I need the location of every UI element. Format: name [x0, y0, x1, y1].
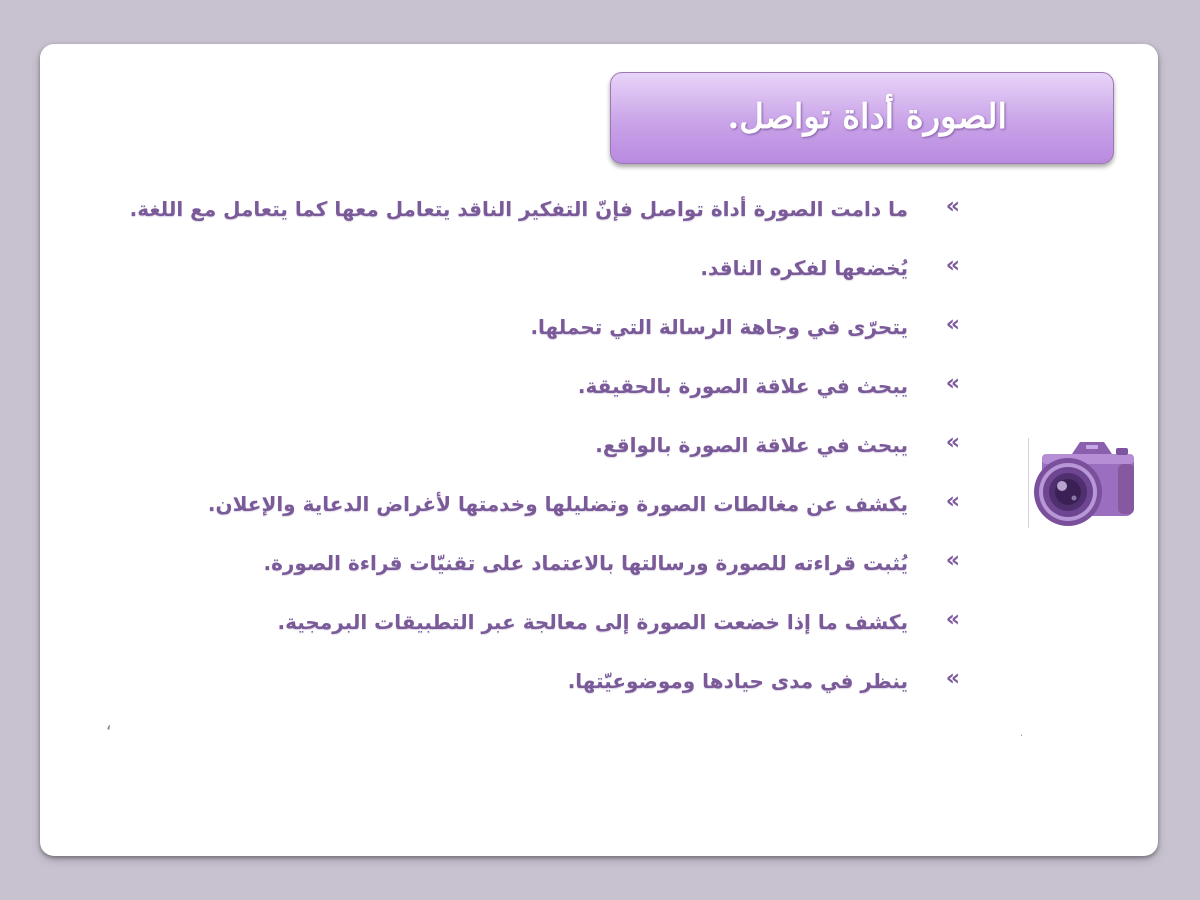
bullet-text: يُخضعها لفكره الناقد. [700, 256, 908, 280]
bullet-text: يكشف عن مغالطات الصورة وتضليلها وخدمتها لأغراض الدعاية والإعلان. [207, 492, 908, 516]
slide [40, 44, 1158, 856]
bullet-marker-icon: » [945, 607, 960, 632]
bullet-marker-icon: » [945, 666, 960, 691]
list-item [120, 603, 960, 662]
list-item [120, 190, 960, 249]
list-item [120, 249, 960, 308]
camera-icon [1028, 436, 1140, 528]
bullet-marker-icon: » [945, 548, 960, 573]
bullet-text: يبحث في علاقة الصورة بالواقع. [595, 433, 908, 457]
bullet-marker-icon: » [945, 430, 960, 455]
bullet-marker-icon: » [945, 371, 960, 396]
bullet-text: يبحث في علاقة الصورة بالحقيقة. [577, 374, 908, 398]
bullet-text: يتحرّى في وجاهة الرسالة التي تحملها. [530, 315, 908, 339]
list-item [120, 485, 960, 544]
list-item [120, 367, 960, 426]
bullet-marker-icon: » [945, 312, 960, 337]
bullet-text: يُثبت قراءته للصورة ورسالتها بالاعتماد على تقنيّات قراءة الصورة. [263, 551, 908, 575]
bullet-text: ينظر في مدى حيادها وموضوعيّتها. [567, 669, 908, 693]
list-item [120, 426, 960, 485]
bullet-marker-icon: » [945, 489, 960, 514]
list-item [120, 662, 960, 721]
bullet-marker-icon: » [945, 194, 960, 219]
slide-title: الصورة أداة تواصل. [727, 97, 1007, 137]
list-item [120, 308, 960, 367]
title-box [610, 72, 1114, 164]
bullet-list [120, 190, 960, 721]
bullet-text: ما دامت الصورة أداة تواصل فإنّ التفكير الناقد يتعامل معها كما يتعامل مع اللغة. [129, 197, 908, 221]
list-item [120, 544, 960, 603]
bullet-marker-icon: » [945, 253, 960, 278]
decorative-mark: ʻ [106, 722, 112, 743]
decorative-dot: · [1020, 731, 1024, 742]
bullet-text: يكشف ما إذا خضعت الصورة إلى معالجة عبر التطبيقات البرمجية. [277, 610, 908, 634]
